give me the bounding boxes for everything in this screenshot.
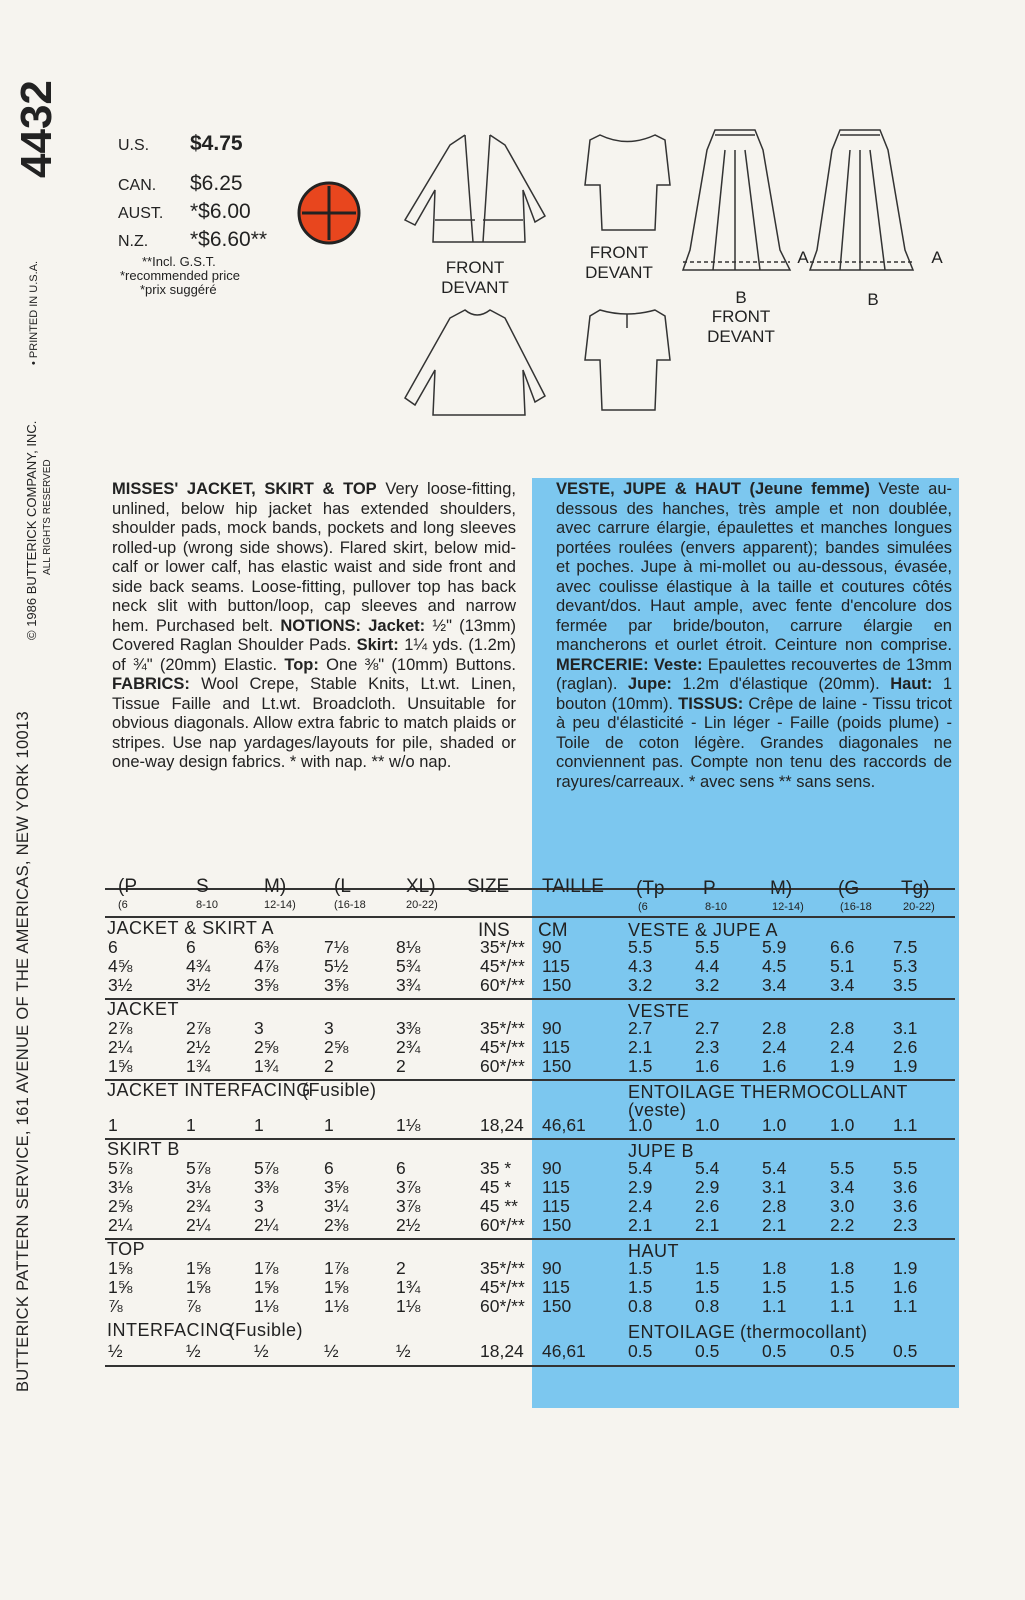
yardage-value: 1⅞ (324, 1258, 349, 1278)
taille-subheader: (16-18 (840, 901, 872, 913)
table-top-rule (105, 888, 955, 890)
meterage-value: 2.8 (830, 1018, 855, 1038)
fabric-width-cm: 150 (542, 1056, 572, 1076)
yardage-value: 3½ (108, 975, 133, 995)
meterage-value: 1.1 (762, 1296, 787, 1316)
fabric-width-ins: 45 * (480, 1177, 512, 1197)
meterage-value: 1.0 (628, 1115, 653, 1135)
meterage-value: 5.5 (893, 1158, 918, 1178)
yardage-value: 1¾ (254, 1056, 279, 1076)
meterage-value: 1.6 (695, 1056, 720, 1076)
section-title: SKIRT B (107, 1139, 180, 1159)
yardage-value: 2¼ (254, 1215, 279, 1235)
meterage-value: 5.4 (762, 1158, 787, 1178)
yardage-value: 1⅝ (324, 1277, 349, 1297)
price-label: AUST. (118, 205, 164, 222)
yardage-value: 1 (108, 1115, 118, 1135)
fabric-width-cm: 90 (542, 1158, 562, 1178)
cm-label: CM (538, 920, 568, 941)
fabric-width-ins: 60*/** (480, 1215, 525, 1235)
meterage-value: 0.8 (628, 1296, 653, 1316)
top-front-sketch (585, 135, 670, 230)
side-address: BUTTERICK PATTERN SERVICE, 161 AVENUE OF THE AMERICAS, NEW YORK 10013 (14, 711, 32, 1392)
yardage-value: 2¼ (108, 1037, 133, 1057)
yardage-value: 4⅝ (108, 956, 133, 976)
price-value: *$6.60** (190, 228, 268, 251)
meterage-value: 1.9 (893, 1056, 918, 1076)
yardage-value: 5½ (324, 956, 349, 976)
price-row (118, 228, 267, 252)
size-header: M) (264, 876, 287, 897)
meterage-value: 3.6 (893, 1196, 918, 1216)
section-title: JACKET (107, 999, 180, 1019)
meterage-value: 1.5 (762, 1277, 787, 1297)
section-title-fr: HAUT (628, 1241, 679, 1261)
yardage-value: 3 (324, 1018, 334, 1038)
skirt-back-a-label: A (931, 248, 943, 267)
meterage-value: 5.1 (830, 956, 855, 976)
meterage-value: 2.4 (830, 1037, 855, 1057)
yardage-value: 1¾ (186, 1056, 211, 1076)
yardage-value: 3 (254, 1196, 264, 1216)
section-note: (Fusible) (302, 1080, 377, 1100)
section-title-fr: VESTE & JUPE A (628, 920, 779, 940)
yardage-value: 2½ (396, 1215, 421, 1235)
yardage-value: 2¾ (396, 1037, 421, 1057)
yardage-value: 2 (324, 1056, 334, 1076)
yardage-value: 4¾ (186, 956, 211, 976)
meterage-value: 1.5 (695, 1277, 720, 1297)
meterage-value: 1.9 (830, 1056, 855, 1076)
fabrics-text: Wool Crepe, Stable Knits, Lt.wt. Linen, Tissue Faille and Lt.wt. Broadcloth. Unsuitable for obvious diagonals. Allow extra fabric to match plaids or stripes. Use nap yardages/layouts for pile, shaded or one-way design fabrics. * with nap. ** w/o nap. (112, 675, 516, 771)
fabric-width-cm: 46,61 (542, 1115, 586, 1135)
skirt-b-label: B (735, 288, 747, 307)
fabric-width-cm: 115 (542, 1196, 570, 1216)
yardage-value: 2⅝ (254, 1037, 279, 1057)
yardage-value: 1⅝ (186, 1277, 211, 1297)
fabric-width-ins: 18,24 (480, 1341, 524, 1361)
price-note: **Incl. G.S.T. (142, 254, 216, 269)
size-subheader: (16-18 (334, 899, 366, 911)
meterage-value: 0.5 (830, 1341, 855, 1361)
yardage-value: 8⅛ (396, 937, 421, 957)
fabric-width-cm: 150 (542, 1296, 572, 1316)
meterage-value: 2.1 (628, 1215, 653, 1235)
section-title: INTERFACING (107, 1320, 234, 1340)
yardage-value: 5¾ (396, 956, 421, 976)
price-row (118, 200, 251, 224)
fabric-width-ins: 60*/** (480, 1056, 525, 1076)
fabric-width-ins: 60*/** (480, 975, 525, 995)
yardage-value: 1⅝ (108, 1277, 133, 1297)
notions-title: NOTIONS: (280, 616, 362, 635)
fabric-width-cm: 150 (542, 975, 572, 995)
side-printed: • PRINTED IN U.S.A. (28, 260, 40, 365)
yardage-value: ½ (324, 1341, 339, 1361)
tissus-title: TISSUS: (678, 694, 744, 713)
price-label: U.S. (118, 137, 150, 154)
french-title: VESTE, JUPE & HAUT (Jeune femme) (556, 480, 870, 498)
yardage-value: 1⅛ (396, 1115, 421, 1135)
fabric-width-cm: 115 (542, 1177, 570, 1197)
skirt-back-sketch (810, 130, 913, 270)
english-title: MISSES' JACKET, SKIRT & TOP (112, 480, 377, 498)
yardage-value: 6⅜ (254, 937, 279, 957)
yardage-value: ½ (396, 1341, 411, 1361)
fabric-width-ins: 18,24 (480, 1115, 524, 1135)
yardage-value: 1 (254, 1115, 264, 1135)
meterage-value: 4.5 (762, 956, 787, 976)
yardage-value: 1⅝ (108, 1258, 133, 1278)
meterage-value: 0.5 (695, 1341, 720, 1361)
yardage-value: 3⅝ (324, 1177, 349, 1197)
meterage-value: 1.5 (830, 1277, 855, 1297)
yardage-value: 6 (108, 937, 118, 957)
taille-subheader: 8-10 (705, 901, 728, 913)
yardage-value: ⅞ (108, 1296, 123, 1316)
yardage-value: 3½ (186, 975, 211, 995)
ins-label: INS (478, 920, 510, 941)
yardage-value: ½ (108, 1341, 123, 1361)
yardage-value: 1⅛ (254, 1296, 279, 1316)
yardage-value: 2¾ (186, 1196, 211, 1216)
price-value: *$6.00 (190, 200, 251, 223)
skirt-front-label: FRONT DEVANT (707, 307, 775, 346)
meterage-value: 0.5 (762, 1341, 787, 1361)
fabric-width-ins: 60*/** (480, 1296, 525, 1316)
yardage-value: 1 (324, 1115, 334, 1135)
meterage-value: 1.0 (762, 1115, 787, 1135)
fabric-width-cm: 90 (542, 937, 562, 957)
section-note-fr: (veste) (628, 1100, 687, 1120)
price-note: *recommended price (120, 268, 240, 283)
meterage-value: 1.6 (893, 1277, 918, 1297)
table-bottom-rule (105, 1365, 955, 1367)
yardage-value: 2⅞ (186, 1018, 211, 1038)
yardage-value: 1⅝ (108, 1056, 133, 1076)
taille-header: (G (838, 878, 860, 899)
yardage-value: 2⅝ (108, 1196, 133, 1216)
mercerie-title: MERCERIE: (556, 655, 649, 674)
size-header: XL) (406, 876, 436, 897)
price-row (118, 132, 243, 156)
fabric-width-cm: 115 (542, 956, 570, 976)
yardage-value: 3⅜ (396, 1018, 421, 1038)
fabric-width-cm: 150 (542, 1215, 572, 1235)
meterage-value: 2.1 (695, 1215, 720, 1235)
price-note: *prix suggéré (140, 282, 217, 297)
size-header: (L (334, 876, 351, 897)
fabrics-title: FABRICS: (112, 675, 190, 693)
yardage-value: 5⅞ (108, 1158, 133, 1178)
meterage-value: 2.4 (762, 1037, 787, 1057)
english-description: MISSES' JACKET, SKIRT & TOP Very loose-fitting, unlined, below hip jacket has extended shoulders, shoulder pads, mock bands, pockets and long sleeves rolled-up (wrong side shows). Flared skirt, below mid-calf or lower calf, has elastic waist and side front and side back seams. Loose-fitting, pullover top has back neck slit with button/loop, cap sleeves and narrow hem. Purchased belt. NOTIONS: Jacket: ½" (13mm) Covered Raglan Shoulder Pads. Skirt: 1¼ yds. (1.2m) of ¾" (20mm) Elastic. Top: One ⅜" (10mm) Buttons. FABRICS: Wool Crepe, Stable Knits, Lt.wt. Linen, Tissue Faille and Lt.wt. Broadcloth. Unsuitable for obvious diagonals. Allow extra fabric to match plaids or stripes. Use nap yardages/layouts for pile, shaded or one-way design fabrics. * with nap. ** w/o nap. (112, 480, 517, 771)
pattern-number: 4432 (12, 80, 61, 178)
meterage-value: 4.3 (628, 956, 653, 976)
size-subheader: 8-10 (196, 899, 219, 911)
meterage-value: 3.4 (830, 975, 855, 995)
meterage-value: 1.6 (762, 1056, 787, 1076)
fabric-width-cm: 46,61 (542, 1341, 586, 1361)
section-rule (105, 1138, 955, 1140)
meterage-value: 5.5 (628, 937, 653, 957)
meterage-value: 3.2 (628, 975, 653, 995)
section-title: JACKET & SKIRT A (107, 918, 275, 938)
meterage-value: 1.1 (893, 1115, 918, 1135)
taille-subheader: (6 (638, 901, 648, 913)
yardage-value: 2 (396, 1258, 406, 1278)
fabric-width-ins: 45*/** (480, 1277, 525, 1297)
section-rule (105, 998, 955, 1000)
meterage-value: 2.1 (762, 1215, 787, 1235)
meterage-value: 1.1 (830, 1296, 855, 1316)
yardage-value: 2⅞ (108, 1018, 133, 1038)
yardage-value: ⅞ (186, 1296, 201, 1316)
taille-header: P (703, 878, 716, 899)
meterage-value: 3.1 (893, 1018, 918, 1038)
yardage-value: 1⅝ (186, 1258, 211, 1278)
section-note-fr: (thermocollant) (740, 1322, 868, 1342)
meterage-value: 0.5 (893, 1341, 918, 1361)
meterage-value: 5.5 (830, 1158, 855, 1178)
section-title: TOP (107, 1239, 146, 1259)
yardage-value: 1⅞ (254, 1258, 279, 1278)
yardage-value: ½ (186, 1341, 201, 1361)
skirt-a-label: A (797, 248, 809, 267)
yardage-value: ½ (254, 1341, 269, 1361)
yardage-value: 6 (324, 1158, 334, 1178)
meterage-value: 4.4 (695, 956, 720, 976)
top-back-sketch (585, 310, 670, 410)
yardage-value: 2⅝ (324, 1037, 349, 1057)
section-title-fr: ENTOILAGE THERMOCOLLANT (628, 1082, 908, 1102)
fabric-width-ins: 35*/** (480, 937, 525, 957)
yardage-value: 1⅝ (254, 1277, 279, 1297)
price-label: CAN. (118, 177, 157, 194)
meterage-value: 3.1 (762, 1177, 787, 1197)
meterage-value: 5.5 (695, 937, 720, 957)
fabric-width-ins: 35*/** (480, 1018, 525, 1038)
yardage-value: 5⅞ (186, 1158, 211, 1178)
size-subheader: 20-22) (406, 899, 438, 911)
yardage-value: 2 (396, 1056, 406, 1076)
meterage-value: 7.5 (893, 937, 918, 957)
meterage-value: 5.9 (762, 937, 787, 957)
fabric-width-ins: 35*/** (480, 1258, 525, 1278)
price-value: $6.25 (190, 172, 243, 195)
meterage-value: 0.5 (628, 1341, 653, 1361)
meterage-value: 2.3 (695, 1037, 720, 1057)
meterage-value: 5.4 (695, 1158, 720, 1178)
taille-header: Tg) (901, 878, 930, 899)
meterage-value: 1.5 (628, 1277, 653, 1297)
taille-subheader: 20-22) (903, 901, 935, 913)
top-front-label: FRONT DEVANT (585, 243, 653, 282)
taille-label: TAILLE (542, 876, 604, 897)
meterage-value: 2.9 (695, 1177, 720, 1197)
meterage-value: 2.3 (893, 1215, 918, 1235)
meterage-value: 3.4 (830, 1177, 855, 1197)
meterage-value: 2.8 (762, 1196, 787, 1216)
section-title-fr: ENTOILAGE (628, 1322, 736, 1342)
yardage-value: 6 (396, 1158, 406, 1178)
meterage-value: 2.6 (893, 1037, 918, 1057)
yardage-value: 3⅞ (396, 1196, 421, 1216)
meterage-value: 2.7 (628, 1018, 653, 1038)
yardage-value: 3⅝ (324, 975, 349, 995)
meterage-value: 1.8 (830, 1258, 855, 1278)
price-row (118, 172, 243, 196)
section-title-fr: JUPE B (628, 1141, 695, 1161)
fabric-width-cm: 90 (542, 1018, 562, 1038)
yardage-value: 2½ (186, 1037, 211, 1057)
yardage-value: 1 (186, 1115, 196, 1135)
size-subheader: 12-14) (264, 899, 296, 911)
yardage-value: 3⅜ (254, 1177, 279, 1197)
meterage-value: 3.4 (762, 975, 787, 995)
tissus-text: Crêpe de laine - Tissu tricot à peu d'élasticité - Lin léger - Faille (poids plume) - Toile de coton légère. Grandes diagonales ne conviennent pas. Compte non tenu des raccords de rayures/carreaux. * avec sens ** sans sens. (556, 694, 952, 791)
yardage-value: 3⅛ (186, 1177, 211, 1197)
fabric-width-ins: 45 ** (480, 1196, 518, 1216)
meterage-value: 1.8 (762, 1258, 787, 1278)
pattern-logo-icon (296, 180, 362, 246)
jacket-back-sketch (405, 310, 545, 415)
meterage-value: 3.0 (830, 1196, 855, 1216)
size-header: (P (118, 876, 137, 897)
yardage-value: 1⅛ (324, 1296, 349, 1316)
jacket-front-sketch (405, 135, 545, 242)
taille-header: (Tp (636, 878, 665, 899)
taille-header: M) (770, 878, 793, 899)
yardage-value: 4⅞ (254, 956, 279, 976)
fabric-width-ins: 45*/** (480, 956, 525, 976)
fabric-width-ins: 45*/** (480, 1037, 525, 1057)
size-subheader: (6 (118, 899, 128, 911)
jacket-front-label: FRONT DEVANT (441, 258, 509, 297)
yardage-value: 5⅞ (254, 1158, 279, 1178)
meterage-value: 5.3 (893, 956, 918, 976)
meterage-value: 1.0 (695, 1115, 720, 1135)
fabric-width-cm: 115 (542, 1277, 570, 1297)
meterage-value: 3.5 (893, 975, 918, 995)
meterage-value: 2.6 (695, 1196, 720, 1216)
fabric-width-ins: 35 * (480, 1158, 512, 1178)
side-copyright: © 1986 BUTTERICK COMPANY, INC. (24, 420, 39, 640)
section-note: (Fusible) (228, 1320, 304, 1340)
yardage-value: 1⅛ (396, 1296, 421, 1316)
section-rule (105, 1238, 955, 1240)
yardage-value: 6 (186, 937, 196, 957)
french-body: Veste au-dessous des hanches, très ample et non doublée, avec carrure élargie, épaulettes et manches longues portées roulées (envers apparent); bandes simulées et poches. Jupe à mi-mollet ou au-dessous, évasée, avec coulisse élastique à la taille et coutures côtés devant/dos. Haut ample, avec fente d'encolure dos fermée par bride/bouton, carrure élargie en mancherons et ourlet étroit. Ceinture non comprise. (556, 480, 952, 654)
french-description: VESTE, JUPE & HAUT (Jeune femme) Veste au-dessous des hanches, très ample et non doublée, avec carrure élargie, épaulettes et manches longues portées roulées (envers apparent); bandes simulées et poches. Jupe à mi-mollet ou au-dessous, évasée, avec coulisse élastique à la taille et coutures côtés devant/dos. Haut ample, avec fente d'encolure dos fermée par bride/bouton, carrure élargie en mancherons et ourlet étroit. Ceinture non comprise. MERCERIE: Veste: Epaulettes recouvertes de 13mm (raglan). Jupe: 1.2m d'élastique (20mm). Haut: 1 bouton (10mm). TISSUS: Crêpe de laine - Tissu tricot à peu d'élasticité - Lin léger - Faille (poids plume) - Toile de coton légère. Grandes diagonales ne conviennent pas. Compte non tenu des raccords de rayures/carreaux. * avec sens ** sans sens. (556, 480, 952, 791)
meterage-value: 5.4 (628, 1158, 653, 1178)
side-rights: ALL RIGHTS RESERVED (42, 459, 53, 575)
taille-subheader: 12-14) (772, 901, 804, 913)
meterage-value: 2.8 (762, 1018, 787, 1038)
skirt-back-b-label: B (867, 290, 879, 309)
meterage-value: 1.9 (893, 1258, 918, 1278)
meterage-value: 3.2 (695, 975, 720, 995)
price-value: $4.75 (190, 132, 243, 155)
yardage-value: 3⅝ (254, 975, 279, 995)
yardage-value: 1¾ (396, 1277, 421, 1297)
yardage-value: 2¼ (186, 1215, 211, 1235)
meterage-value: 2.7 (695, 1018, 720, 1038)
meterage-value: 1.0 (830, 1115, 855, 1135)
skirt-front-sketch (683, 130, 790, 270)
yardage-value: 3¾ (396, 975, 421, 995)
english-body: Very loose-fitting, unlined, below hip jacket has extended shoulders, shoulder pads, mock bands, pockets and long sleeves rolled-up (wrong side shows). Flared skirt, below mid-calf or lower calf, has elastic waist and side front and side back seams. Loose-fitting, pullover top has back neck slit with button/loop, cap sleeves and narrow hem. Purchased belt. (112, 480, 516, 635)
meterage-value: 1.5 (695, 1258, 720, 1278)
yardage-value: 7⅛ (324, 937, 349, 957)
fabric-width-cm: 90 (542, 1258, 562, 1278)
meterage-value: 2.2 (830, 1215, 855, 1235)
meterage-value: 0.8 (695, 1296, 720, 1316)
yardage-value: 3¼ (324, 1196, 349, 1216)
price-label: N.Z. (118, 233, 149, 250)
size-label: SIZE (467, 876, 510, 897)
meterage-value: 1.1 (893, 1296, 918, 1316)
meterage-value: 3.6 (893, 1177, 918, 1197)
yardage-value: 3 (254, 1018, 264, 1038)
meterage-value: 1.5 (628, 1258, 653, 1278)
fabric-width-cm: 115 (542, 1037, 570, 1057)
meterage-value: 1.5 (628, 1056, 653, 1076)
yardage-value: 2¼ (108, 1215, 133, 1235)
meterage-value: 6.6 (830, 937, 855, 957)
meterage-value: 2.1 (628, 1037, 653, 1057)
section-title-fr: VESTE (628, 1001, 690, 1021)
yardage-value: 3⅛ (108, 1177, 133, 1197)
yardage-value: 2⅜ (324, 1215, 349, 1235)
size-header: S (196, 876, 209, 897)
section-title: JACKET INTERFACING (107, 1080, 311, 1100)
meterage-value: 2.4 (628, 1196, 653, 1216)
meterage-value: 2.9 (628, 1177, 653, 1197)
yardage-value: 3⅞ (396, 1177, 421, 1197)
